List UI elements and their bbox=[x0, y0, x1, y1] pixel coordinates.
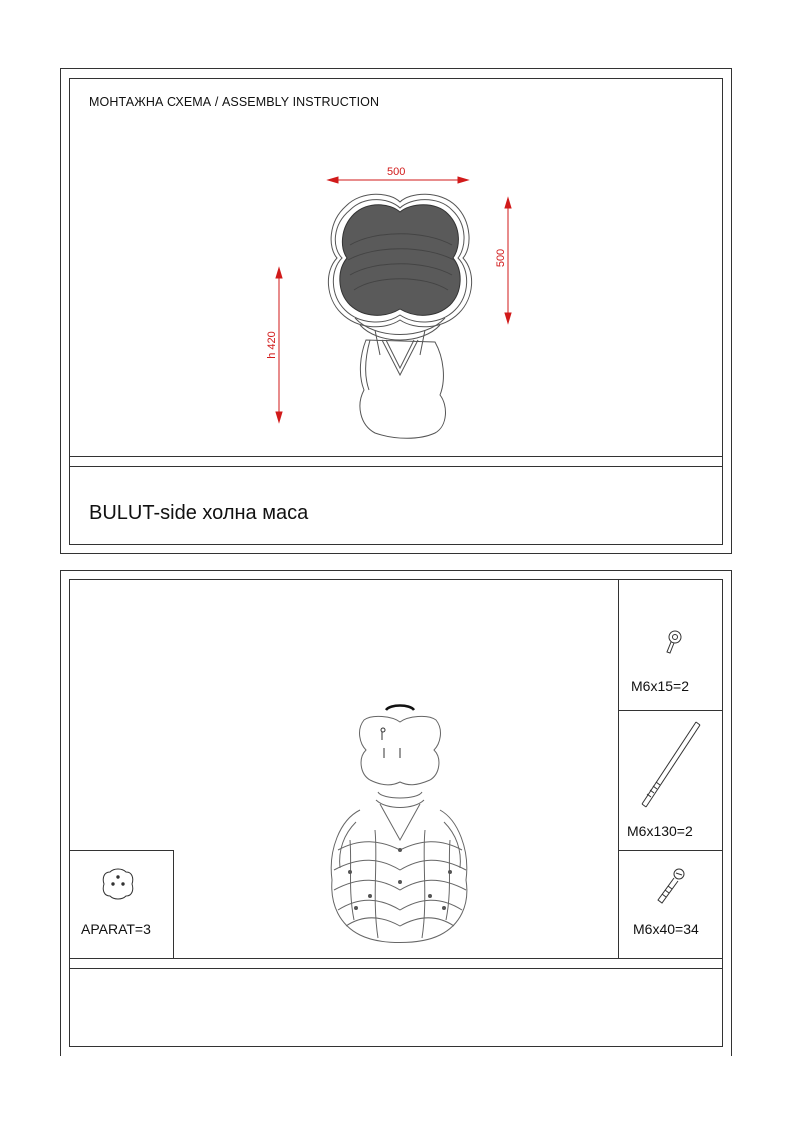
part-label-m6x15: M6x15=2 bbox=[631, 678, 689, 694]
arrow-down-2 bbox=[276, 412, 282, 422]
arrow-down bbox=[505, 313, 511, 323]
width-dimension-label: 500 bbox=[387, 166, 406, 178]
arrow-right bbox=[458, 177, 468, 183]
sheet-2-divider-2 bbox=[69, 968, 723, 969]
depth-dimension-label: 500 bbox=[495, 248, 508, 268]
short-bolt-icon bbox=[660, 628, 690, 658]
bolt-icon bbox=[652, 866, 688, 906]
part-label-m6x40: M6x40=34 bbox=[633, 921, 699, 937]
table-top-view-drawing bbox=[320, 190, 480, 450]
table-top-surface bbox=[340, 205, 460, 316]
connector-label: APARAT=3 bbox=[81, 921, 151, 937]
arrow-up bbox=[505, 198, 511, 208]
arrow-up-2 bbox=[276, 268, 282, 278]
assembly-exploded-drawing bbox=[320, 700, 480, 950]
product-name: BULUT-side холна маса bbox=[89, 502, 309, 524]
page-title: МОНТАЖНА СХЕМА / ASSEMBLY INSTRUCTION bbox=[89, 95, 380, 109]
connector-plate-icon bbox=[100, 866, 136, 902]
parts-divider-1 bbox=[618, 710, 723, 711]
part-label-m6x130: M6x130=2 bbox=[627, 823, 693, 839]
height-dimension-label: h 420 bbox=[265, 331, 278, 359]
arrow-left bbox=[328, 177, 338, 183]
threaded-rod-icon bbox=[636, 718, 706, 813]
parts-divider-2 bbox=[618, 850, 723, 851]
